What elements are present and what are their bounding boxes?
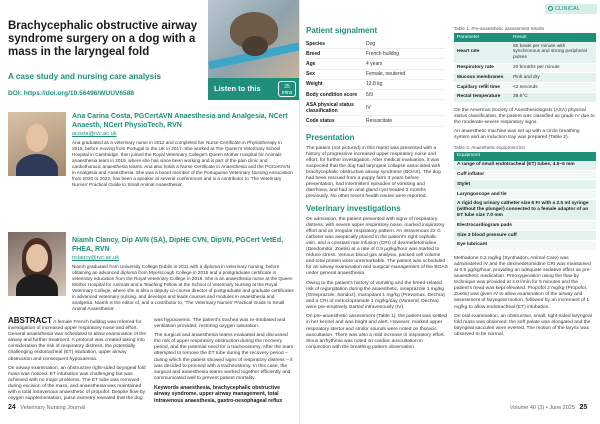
signalment-key: Sex [306, 69, 366, 79]
signalment-value: 5/9 [366, 89, 446, 99]
signalment-key: Breed [306, 49, 366, 59]
signalment-row [306, 79, 446, 89]
table-row [454, 180, 596, 190]
parameter-cell: Mucous membranes [454, 73, 510, 83]
result-cell: <2 seconds [510, 83, 596, 93]
equipment-cell: Electrocardiogram pads [454, 221, 596, 231]
left-footer [8, 404, 85, 411]
parameter-cell: Respiratory rate [454, 63, 510, 73]
parameter-cell: Rectal temperature [454, 92, 510, 102]
abstract-paragraph: A female French bulldog was referred for investigation of increased upper respiratory noise and effort. General anaesthesia was scheduled to allow examination of the airway and further treatment. A protocol was created taking into consideration the risk of respiratory distress, the potentially challenging endotracheal (ET) intubation, upper airway obstruction and consequent hypoxaemia. [8, 320, 147, 362]
result-cell: 80 beats per minute with synchronous and strong peripheral pulses [510, 42, 596, 63]
asa-paragraph: On the American Society of Anesthesiologists (ASA) physical status classification, the patient was classified as grade IV due to the moderate-severe respiratory signs. [454, 107, 595, 125]
signalment-value: Resuscitate [366, 116, 446, 126]
abstract-paragraph: was hypoxaemic. The patient's trachea was re-intubated and ventilation provided, restoring oxygen saturation. [154, 318, 286, 330]
listen-duration-badge [278, 81, 296, 97]
equipment-cell: Eye lubricant [454, 240, 596, 250]
abstract-column-2 [154, 318, 294, 407]
abstract-paragraph: The surgical and anaesthesia teams evaluated and discussed the risk of upper respiratory obstruction during the recovery period, and the potential need for a tracheostomy. After the team attempted to remove the ET tube during the recovery period – during which the patient showed signs of respiratory distress – it was decided to proceed with a tracheostomy. In this case, the surgical and anaesthesia teams worked together efficiently and communicated well to prevent patient mortality. [154, 333, 294, 381]
presentation-text: The patient (not pictured) in this report was presented with a history of progressive increased upper respiratory noise and effort, for further investigation. After medical evaluation, it was suspected that the dog had laryngeal collapse associated with brachycephalic obstructive airway syndrome (BOAS). The dog had been rescued from a puppy farm 3 years before presentation, had intermittent episodes of vomiting and diarrhoea, and had an anal gland cyst treated 3 months previously. No other recent health issues were reported. [306, 145, 441, 200]
abstract-heading: ABSTRACT [8, 316, 52, 325]
equipment-cell: A range of small endotracheal (ET) tubes, 4.5–6 mm [454, 161, 596, 170]
investigations-paragraph: On admission, the patient presented with signs of respiratory distress, with severe upper respiratory noise, marked inspiratory effort and an irregular respiratory pattern. An intravenous 22 G catheter was aseptically placed in the patient's right cephalic vein, and a constant rate infusion (CRI) of dexmedetomidine (Dexdomitor, Zoetis) at a rate of 0.5 µg/kg/hour was started to reduce stress. Venous blood gas analysis, packed cell volume and total protein were unremarkable. The patient was scheduled for an airway examination and surgical management of the BOAS under general anaesthesia. [306, 216, 448, 277]
right-page [300, 0, 600, 424]
equipment-cell: Laryngoscope and tie [454, 190, 596, 200]
signalment-value: 4 years [366, 59, 446, 69]
signalment-value: Dog [366, 39, 446, 49]
author-photo-clancy [8, 232, 66, 296]
journal-name: Veterinary Nursing Journal [20, 405, 86, 411]
table1-header: Result [510, 33, 596, 42]
author-name: Ana Carina Costa, PGCertAVN Anaesthesia and Analgesia, NCert Anaesth, NCert PhysioTech, RVN [72, 113, 288, 129]
table-row [454, 63, 596, 73]
table-row [454, 42, 596, 63]
equipment-cell: Size 3 blood pressure cuff [454, 231, 596, 241]
photo-face [26, 244, 48, 272]
listen-label: Listen to this [214, 84, 261, 93]
listen-to-this-button[interactable] [208, 78, 300, 100]
equipment-cell: A rigid dog urinary catheter size 6 Fr with a 2.5 ml syringe (without the plunger) connected to a female adaptor of an ET tube size 7.0 mm [454, 199, 596, 220]
table-row [454, 161, 596, 170]
article-title: Brachycephalic obstructive airway syndrome surgery on a dog with a mass in the laryngeal fold [8, 20, 198, 58]
page-number: 24 [8, 404, 16, 411]
machine-paragraph: An anaesthetic machine was set up with a circle breathing system and an induction tray was prepared (Table 2). [454, 129, 580, 141]
table-row [454, 92, 596, 102]
investigations-paragraph: On pre-anaesthetic assessment (Table 1), the patient was settled in her kennel and was bright and alert. However, marked upper respiratory stertor and stridor sounds were noted on thoracic auscultation. There was also a mild increase in inspiratory effort. Sinus arrhythmia was noted on cardiac auscultation in conjunction with the breathing pattern observation. [306, 314, 447, 350]
author-bio: Niamh graduated from University College Dublin in 2011 with a diploma in veterinary nursing, before obtaining an advanced diploma from Myerscough College in 2015 and a postgraduate certificate in veterinary education from the Royal Veterinary College in 2019. She is an anaesthesia nurse at the Queen Mother Hospital for Animals and a Teaching Fellow at the School of Veterinary Nursing at the Royal Veterinary College, where she is also a deputy co-course director of postgraduate and graduate certificates in advanced veterinary nursing, and develops and leads courses and modules in anaesthesia and analgesia. Niamh is the editor of, and a contributor to, 'The Veterinary Nurses' Practical Guide to Small Animal Anaesthesia'. [72, 264, 294, 311]
signalment-key: Species [306, 39, 366, 49]
table-row [454, 170, 596, 180]
signalment-value: 12.8 kg [366, 79, 446, 89]
dog-photo [208, 0, 300, 84]
presentation-heading: Presentation [306, 132, 355, 142]
signalment-heading: Patient signalment [306, 26, 378, 35]
photo-shoulders [16, 274, 58, 296]
result-cell: 20 breaths per minute [510, 63, 596, 73]
signalment-key: Weight [306, 79, 366, 89]
table2-header: Equipment [454, 152, 596, 161]
preanaesthetic-table [454, 33, 596, 103]
listen-unit: mins [281, 90, 293, 96]
author-email[interactable]: nclancy@rvc.ac.uk [72, 255, 120, 261]
table1-header: Parameter [454, 33, 510, 42]
signalment-key: Body condition score [306, 89, 366, 99]
photo-shoulders [16, 154, 58, 176]
signalment-row [306, 89, 446, 99]
equipment-cell: Cuff inflator [454, 170, 596, 180]
investigations-heading: Veterinary investigations [306, 203, 401, 213]
table2-caption: Table 2. Anaesthetic equipment list [454, 144, 525, 150]
signalment-row [306, 49, 446, 59]
doi-link[interactable]: https://doi.org/10.56496/WUUV6588 [23, 90, 135, 97]
signalment-value: French bulldog [366, 49, 446, 59]
author-name: Niamh Clancy, Dip AVN (SA), DipHE CVN, DipVN, PGCert VetEd, FHEA, RVN [72, 237, 284, 253]
signalment-value: Female, neutered [366, 69, 446, 79]
section-tag [545, 4, 597, 14]
table1-caption: Table 1. Pre-anaesthetic assessment results [454, 26, 545, 31]
table-row [454, 190, 596, 200]
photo-dog-snout [242, 36, 268, 56]
premedication-paragraph: Methadone 0.2 mg/kg (Synthadon, Animal Care) was administered IV and the dexmedetomidine CRI was maintained at 0.5 µg/kg/hour, providing an adequate sedative effect as pre-anaesthetic medication. Preoxygenation using the flow-by technique was provided at 4.0 l/min for 5 minutes and the patient's head was kept elevated. Propofol 2 mg/kg (Propofol, Zoetis) was given IV to allow examination of the airway and assessment of laryngeal motion, followed by an increment of 1 mg/kg to allow endotracheal (ET) intubation. [454, 255, 592, 310]
parameter-cell: Heart rate [454, 42, 510, 63]
listen-minutes: 25 [284, 84, 290, 90]
table-row [454, 231, 596, 241]
right-column-2 [454, 26, 596, 341]
signalment-row [306, 116, 446, 126]
abstract-column-1 [8, 318, 148, 405]
author-photo-costa [8, 112, 66, 176]
signalment-row [306, 69, 446, 79]
table-row [454, 240, 596, 250]
doi [8, 90, 134, 97]
signalment-value: IV [366, 100, 446, 116]
result-cell: Pink and dry [510, 73, 596, 83]
table-row [454, 221, 596, 231]
signalment-row [306, 59, 446, 69]
author-block-costa [72, 112, 294, 188]
page-number: 25 [579, 404, 588, 411]
photo-face [26, 124, 48, 152]
abstract-paragraph: On airway examination, an obstructive right-sided laryngeal fold mass was noticed. ET intubation was challenging but was achieved with no major problems. The ET tube was removed during excision of the mass, and anaesthesia was maintained with a total intravenous anaesthetic of propofol. Despite flow-by oxygen supplementation, pulse oximetry revealed that the dog [8, 365, 146, 402]
equipment-table [454, 152, 596, 251]
author-email[interactable]: acosta@rvc.ac.uk [72, 131, 117, 137]
table-row [454, 199, 596, 220]
signalment-key: Age [306, 59, 366, 69]
doi-label: DOI: [8, 90, 22, 97]
signalment-key: ASA physical status classification [306, 100, 366, 116]
volume-info: Volume 40 (3) • June 2025 [510, 405, 575, 411]
table-row [454, 83, 596, 93]
signalment-row [306, 39, 446, 49]
right-column-1 [306, 26, 448, 354]
parameter-cell: Capillary refill time [454, 83, 510, 93]
result-cell: 38.6°C [510, 92, 596, 102]
signalment-row [306, 100, 446, 116]
section-tag-label: CLINICAL [555, 6, 580, 12]
author-block-clancy [72, 236, 294, 312]
investigations-paragraph: Owing to the patient's history of vomiting and the breed-related risk of regurgitation during the anaesthetic, omeprazole 1 mg/kg (Omeprazole, Sandoz), maropitant 1 mg/kg (Prevomax, Dechra) and a CRI of metoclopramide 1 mg/kg/day (Vomend, Dechra) were pre-emptively started intravenously (IV). [306, 280, 445, 311]
right-footer [510, 404, 587, 411]
signalment-table [306, 39, 446, 127]
section-tag-icon [548, 6, 553, 11]
signalment-key: Code status [306, 116, 366, 126]
oral-exam-paragraph: On oral examination, an obstructive, small, right-sided laryngeal fold mass was observed; the soft palate was elongated and the laryngeal saccules were everted. The motion of the larynx was observed to be normal. [454, 313, 592, 338]
table-row [454, 73, 596, 83]
keywords: Keywords anaesthesia, brachycephalic obstructive airway syndrome, upper airway management, total intravenous anaesthesia, gastro-oesophageal reflux [154, 384, 283, 404]
author-bio: Ana graduated as a veterinary nurse in 2012 and completed her Nurse Certificate in Physiotherapy in 2015, before moving from Portugal to the UK in 2017. She worked at The Queen's Veterinary School Hospital in Cambridge, then joined the Royal Veterinary College's Queen Mother Hospital for Animals anaesthesia team in 2019, where she has since been working and is part of the pain clinic and cardiothoracic anaesthesia teams. Ana also holds a Nurse Certificate in Anaesthesia and the PGCertAVN in Analgesia and Anaesthesia. She was a board member of the Portuguese Veterinary Nursing Association from 2020 to 2022, has been a speaker at several conferences and is a contributor to 'The Veterinary Nurses' Practical Guide to Small Animal Anaesthesia'. [72, 140, 293, 187]
equipment-cell: Stylet [454, 180, 596, 190]
article-subtitle: A case study and nursing care analysis [8, 72, 162, 81]
